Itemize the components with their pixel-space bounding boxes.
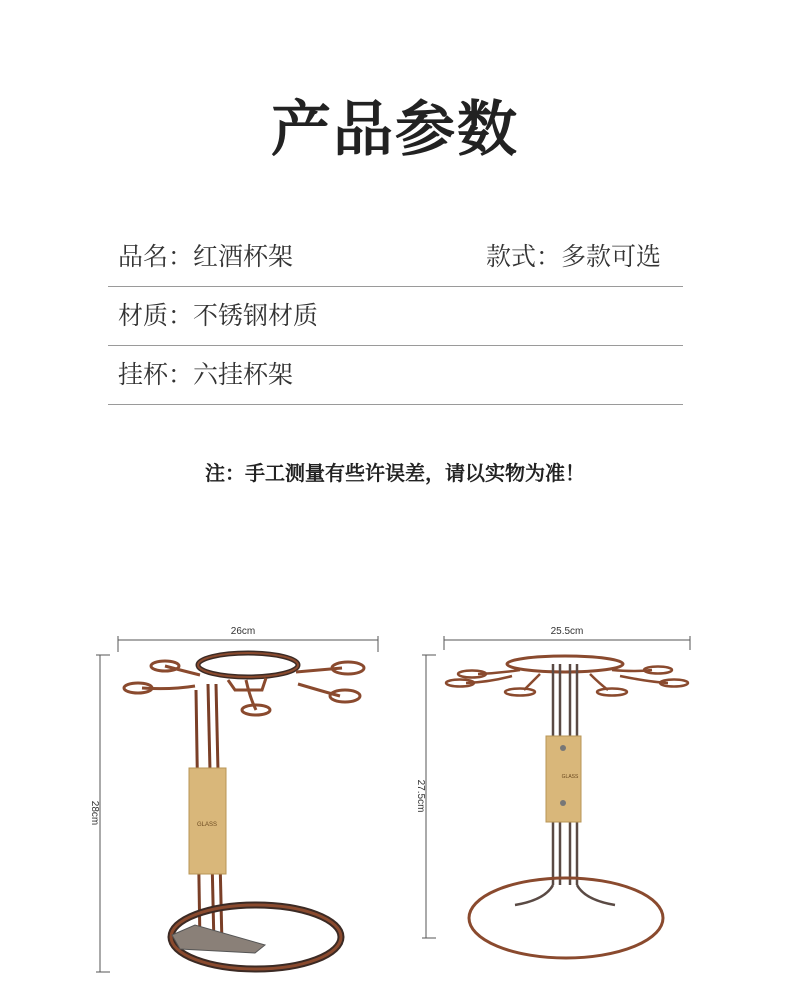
param-row <box>108 346 683 405</box>
param-material: 材质：不锈钢材质 <box>118 301 319 330</box>
right-brand-logo: GLASS <box>561 774 579 780</box>
param-name: 品名：红酒杯架 <box>118 242 294 271</box>
param-hooks: 挂杯：六挂杯架 <box>118 360 294 389</box>
param-row <box>108 287 683 346</box>
measurement-note: 注：手工测量有些许误差，请以实物为准！ <box>205 461 585 485</box>
left-height-label: 28cm <box>89 800 100 826</box>
param-row <box>108 228 683 287</box>
product-photos <box>0 600 790 1008</box>
params-table <box>108 228 683 405</box>
right-width-label: 25.5cm <box>550 626 584 637</box>
right-product-image <box>415 626 690 958</box>
right-height-label: 27.5cm <box>415 779 426 813</box>
left-product-image <box>89 626 378 972</box>
left-brand-logo: GLASS <box>196 822 218 828</box>
left-width-label: 26cm <box>230 626 256 637</box>
param-style: 款式：多款可选 <box>485 242 661 271</box>
page-title: 产品参数 <box>271 95 519 165</box>
